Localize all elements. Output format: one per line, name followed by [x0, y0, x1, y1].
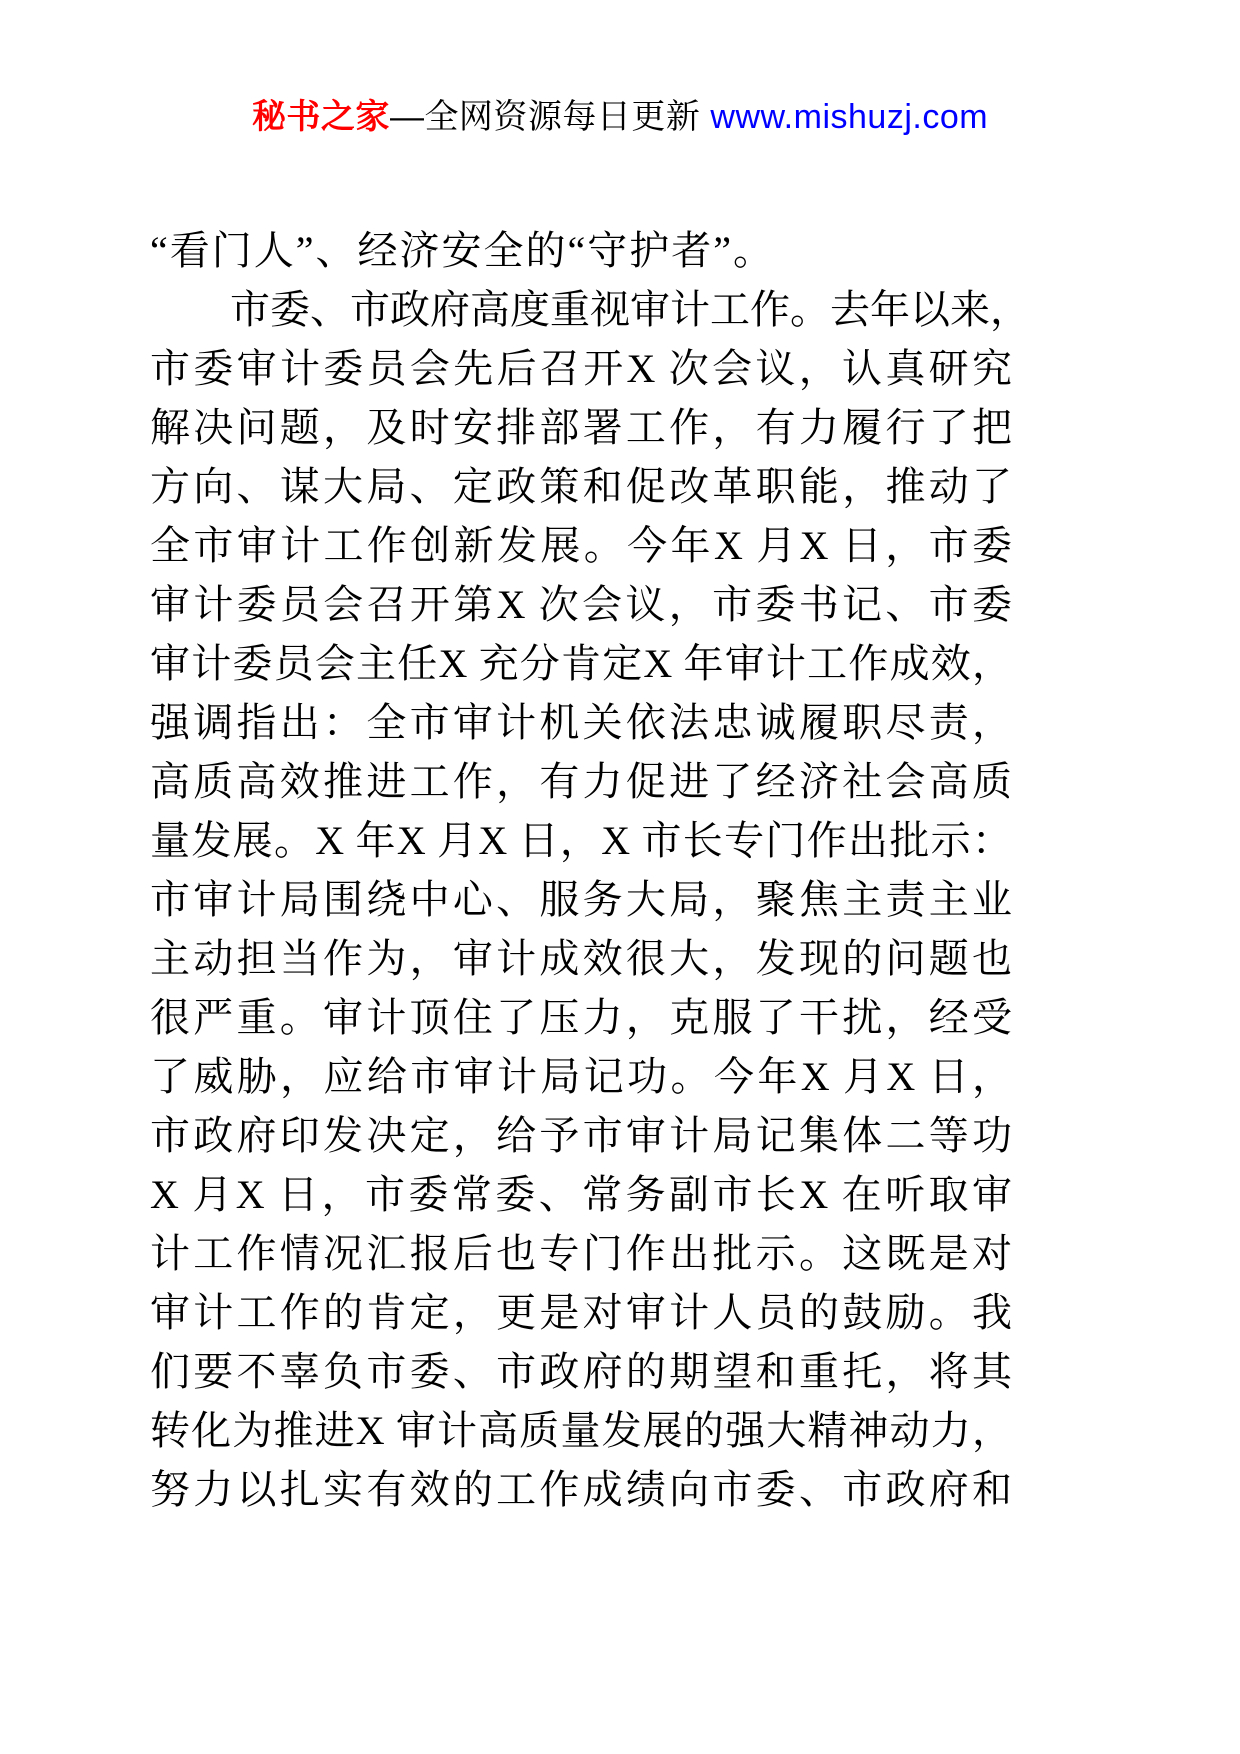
body-text-line: 很严重。审计顶住了压力，克服了干扰，经受	[150, 995, 1012, 1040]
body-text-line: 们要不辜负市委、市政府的期望和重托，将其	[150, 1349, 1012, 1394]
body-text-line: 全市审计工作创新发展。今年X 月X 日，市委	[150, 523, 1012, 568]
document-body-text	[150, 221, 1030, 1519]
page-header	[0, 92, 1240, 142]
site-url-link[interactable]: www.mishuzj.com	[710, 98, 989, 136]
body-text-line: 主动担当作为，审计成效很大，发现的问题也	[150, 936, 1012, 981]
body-text-line: 市委审计委员会先后召开X 次会议，认真研究	[150, 346, 1012, 391]
site-tagline: —全网资源每日更新	[389, 98, 711, 136]
body-text-line: 市审计局围绕中心、服务大局，聚焦主责主业	[150, 877, 1012, 922]
body-text-line: 市政府印发决定，给予市审计局记集体二等功	[150, 1113, 1012, 1158]
body-text-line: 计工作情况汇报后也专门作出批示。这既是对	[150, 1231, 1012, 1276]
body-text-line: 高质高效推进工作，有力促进了经济社会高质	[150, 759, 1012, 804]
body-text-line: 量发展。X 年X 月X 日，X 市长专门作出批示：	[150, 818, 1012, 863]
body-text-line: X 月X 日，市委常委、常务副市长X 在听取审	[150, 1172, 1012, 1217]
body-text-line: 强调指出：全市审计机关依法忠诚履职尽责，	[150, 700, 1012, 745]
body-text-line: 努力以扎实有效的工作成绩向市委、市政府和	[150, 1467, 1012, 1512]
body-text-line: 市委、市政府高度重视审计工作。去年以来，	[150, 287, 1030, 332]
site-brand: 秘书之家	[251, 98, 390, 136]
body-text-line: 解决问题，及时安排部署工作，有力履行了把	[150, 405, 1012, 450]
body-text-line: 审计委员会召开第X 次会议，市委书记、市委	[150, 582, 1012, 627]
body-text-line: 审计委员会主任X 充分肯定X 年审计工作成效，	[150, 641, 1012, 686]
body-text-line: “看门人”、经济安全的“守护者”。	[150, 228, 776, 273]
body-text-line: 审计工作的肯定，更是对审计人员的鼓励。我	[150, 1290, 1012, 1335]
body-text-line: 了威胁，应给市审计局记功。今年X 月X 日，	[150, 1054, 1012, 1099]
body-text-line: 转化为推进X 审计高质量发展的强大精神动力，	[150, 1408, 1012, 1453]
body-text-line: 方向、谋大局、定政策和促改革职能，推动了	[150, 464, 1012, 509]
